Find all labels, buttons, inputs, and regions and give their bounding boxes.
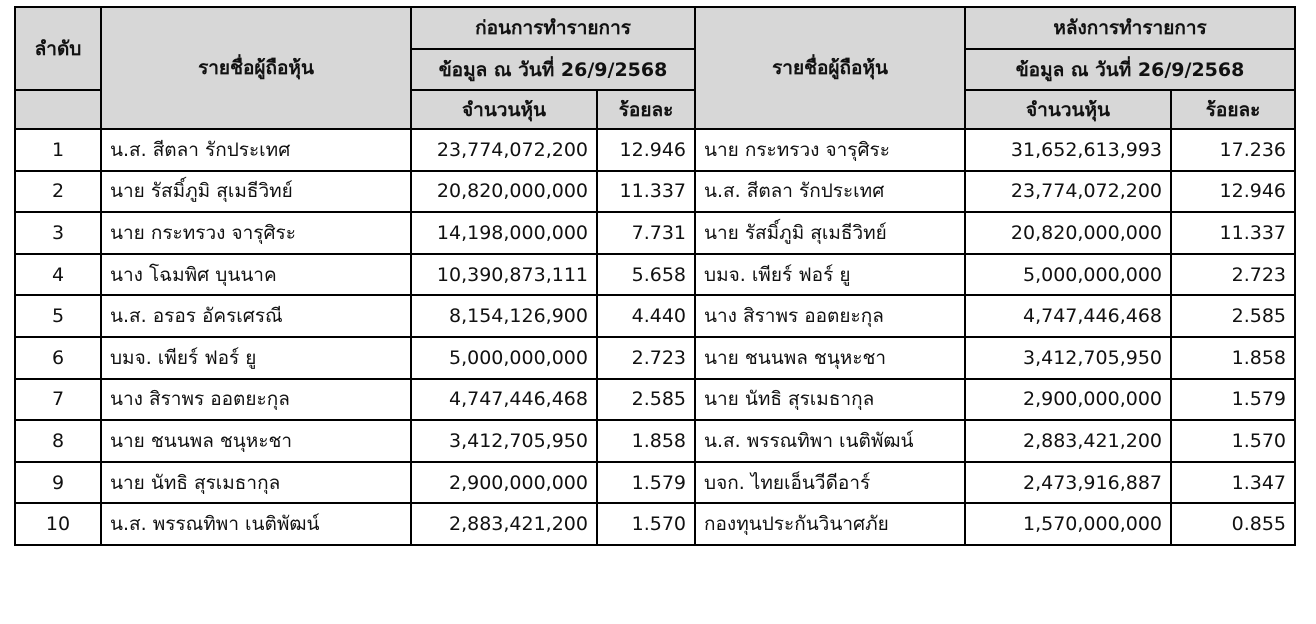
after-shareholder-name: บมจ. เพียร์ ฟอร์ ยู <box>695 254 965 296</box>
row-number: 4 <box>15 254 101 296</box>
before-shareholder-name: น.ส. สีตลา รักประเทศ <box>101 129 411 171</box>
after-share-count: 23,774,072,200 <box>965 171 1171 213</box>
after-share-count: 5,000,000,000 <box>965 254 1171 296</box>
header-after-shares: จำนวนหุ้น <box>965 90 1171 129</box>
before-share-count: 8,154,126,900 <box>411 295 597 337</box>
header-after-group <box>965 7 1295 49</box>
before-share-count: 4,747,446,468 <box>411 379 597 421</box>
header-after-percent: ร้อยละ <box>1171 90 1295 129</box>
table-row <box>15 254 1295 296</box>
row-number: 6 <box>15 337 101 379</box>
after-percent: 2.723 <box>1171 254 1295 296</box>
shareholder-table <box>14 6 1296 546</box>
after-shareholder-name: น.ส. พรรณทิพา เนติพัฒน์ <box>695 420 965 462</box>
after-percent: 1.579 <box>1171 379 1295 421</box>
header-before-title: ก่อนการทำรายการ <box>475 16 631 39</box>
before-shareholder-name: นาง โฉมพิศ บุนนาค <box>101 254 411 296</box>
header-name-before: รายชื่อผู้ถือหุ้น <box>101 7 411 129</box>
table-row <box>15 295 1295 337</box>
header-after-title: หลังการทำรายการ <box>1053 16 1207 39</box>
header-order: ลำดับ <box>15 7 101 90</box>
after-percent: 17.236 <box>1171 129 1295 171</box>
row-number: 10 <box>15 503 101 545</box>
after-share-count: 2,883,421,200 <box>965 420 1171 462</box>
header-order-empty <box>15 90 101 129</box>
before-share-count: 2,900,000,000 <box>411 462 597 504</box>
after-shareholder-name: นาย นัทธิ สุรเมธากุล <box>695 379 965 421</box>
before-share-count: 23,774,072,200 <box>411 129 597 171</box>
after-share-count: 3,412,705,950 <box>965 337 1171 379</box>
after-shareholder-name: นาง สิราพร ออตยะกุล <box>695 295 965 337</box>
after-share-count: 31,652,613,993 <box>965 129 1171 171</box>
after-percent: 0.855 <box>1171 503 1295 545</box>
before-shareholder-name: น.ส. อรอร อัครเศรณี <box>101 295 411 337</box>
after-share-count: 2,900,000,000 <box>965 379 1171 421</box>
header-before-group <box>411 7 695 49</box>
table-row <box>15 171 1295 213</box>
before-percent: 12.946 <box>597 129 695 171</box>
after-share-count: 1,570,000,000 <box>965 503 1171 545</box>
row-number: 1 <box>15 129 101 171</box>
after-percent: 12.946 <box>1171 171 1295 213</box>
before-percent: 2.723 <box>597 337 695 379</box>
table-row <box>15 212 1295 254</box>
before-shareholder-name: นาย รัสมิ์ภูมิ สุเมธีวิทย์ <box>101 171 411 213</box>
before-percent: 2.585 <box>597 379 695 421</box>
after-percent: 2.585 <box>1171 295 1295 337</box>
header-before-percent: ร้อยละ <box>597 90 695 129</box>
before-percent: 5.658 <box>597 254 695 296</box>
before-percent: 1.579 <box>597 462 695 504</box>
before-shareholder-name: นาง สิราพร ออตยะกุล <box>101 379 411 421</box>
table-row <box>15 503 1295 545</box>
table-row <box>15 337 1295 379</box>
header-before-shares: จำนวนหุ้น <box>411 90 597 129</box>
after-percent: 11.337 <box>1171 212 1295 254</box>
table-body <box>15 129 1295 545</box>
table-header <box>15 7 1295 129</box>
row-number: 2 <box>15 171 101 213</box>
before-shareholder-name: นาย ชนนพล ชนุหะชา <box>101 420 411 462</box>
before-shareholder-name: นาย กระทรวง จารุศิระ <box>101 212 411 254</box>
after-shareholder-name: นาย ชนนพล ชนุหะชา <box>695 337 965 379</box>
table-row <box>15 129 1295 171</box>
table-row <box>15 462 1295 504</box>
before-percent: 11.337 <box>597 171 695 213</box>
before-percent: 1.570 <box>597 503 695 545</box>
header-before-date: ข้อมูล ณ วันที่ 26/9/2568 <box>411 49 695 90</box>
before-share-count: 10,390,873,111 <box>411 254 597 296</box>
after-shareholder-name: กองทุนประกันวินาศภัย <box>695 503 965 545</box>
before-share-count: 2,883,421,200 <box>411 503 597 545</box>
shareholder-table-container <box>14 6 1296 546</box>
before-share-count: 5,000,000,000 <box>411 337 597 379</box>
row-number: 8 <box>15 420 101 462</box>
row-number: 3 <box>15 212 101 254</box>
after-shareholder-name: น.ส. สีตลา รักประเทศ <box>695 171 965 213</box>
row-number: 9 <box>15 462 101 504</box>
before-share-count: 3,412,705,950 <box>411 420 597 462</box>
before-percent: 1.858 <box>597 420 695 462</box>
after-percent: 1.858 <box>1171 337 1295 379</box>
row-number: 7 <box>15 379 101 421</box>
header-after-date: ข้อมูล ณ วันที่ 26/9/2568 <box>965 49 1295 90</box>
before-shareholder-name: บมจ. เพียร์ ฟอร์ ยู <box>101 337 411 379</box>
before-shareholder-name: นาย นัทธิ สุรเมธากุล <box>101 462 411 504</box>
before-percent: 7.731 <box>597 212 695 254</box>
after-percent: 1.570 <box>1171 420 1295 462</box>
before-percent: 4.440 <box>597 295 695 337</box>
after-shareholder-name: นาย รัสมิ์ภูมิ สุเมธีวิทย์ <box>695 212 965 254</box>
after-shareholder-name: นาย กระทรวง จารุศิระ <box>695 129 965 171</box>
after-shareholder-name: บจก. ไทยเอ็นวีดีอาร์ <box>695 462 965 504</box>
after-share-count: 4,747,446,468 <box>965 295 1171 337</box>
before-share-count: 14,198,000,000 <box>411 212 597 254</box>
before-share-count: 20,820,000,000 <box>411 171 597 213</box>
table-row <box>15 379 1295 421</box>
header-name-after: รายชื่อผู้ถือหุ้น <box>695 7 965 129</box>
after-share-count: 20,820,000,000 <box>965 212 1171 254</box>
table-row <box>15 420 1295 462</box>
row-number: 5 <box>15 295 101 337</box>
after-percent: 1.347 <box>1171 462 1295 504</box>
before-shareholder-name: น.ส. พรรณทิพา เนติพัฒน์ <box>101 503 411 545</box>
after-share-count: 2,473,916,887 <box>965 462 1171 504</box>
